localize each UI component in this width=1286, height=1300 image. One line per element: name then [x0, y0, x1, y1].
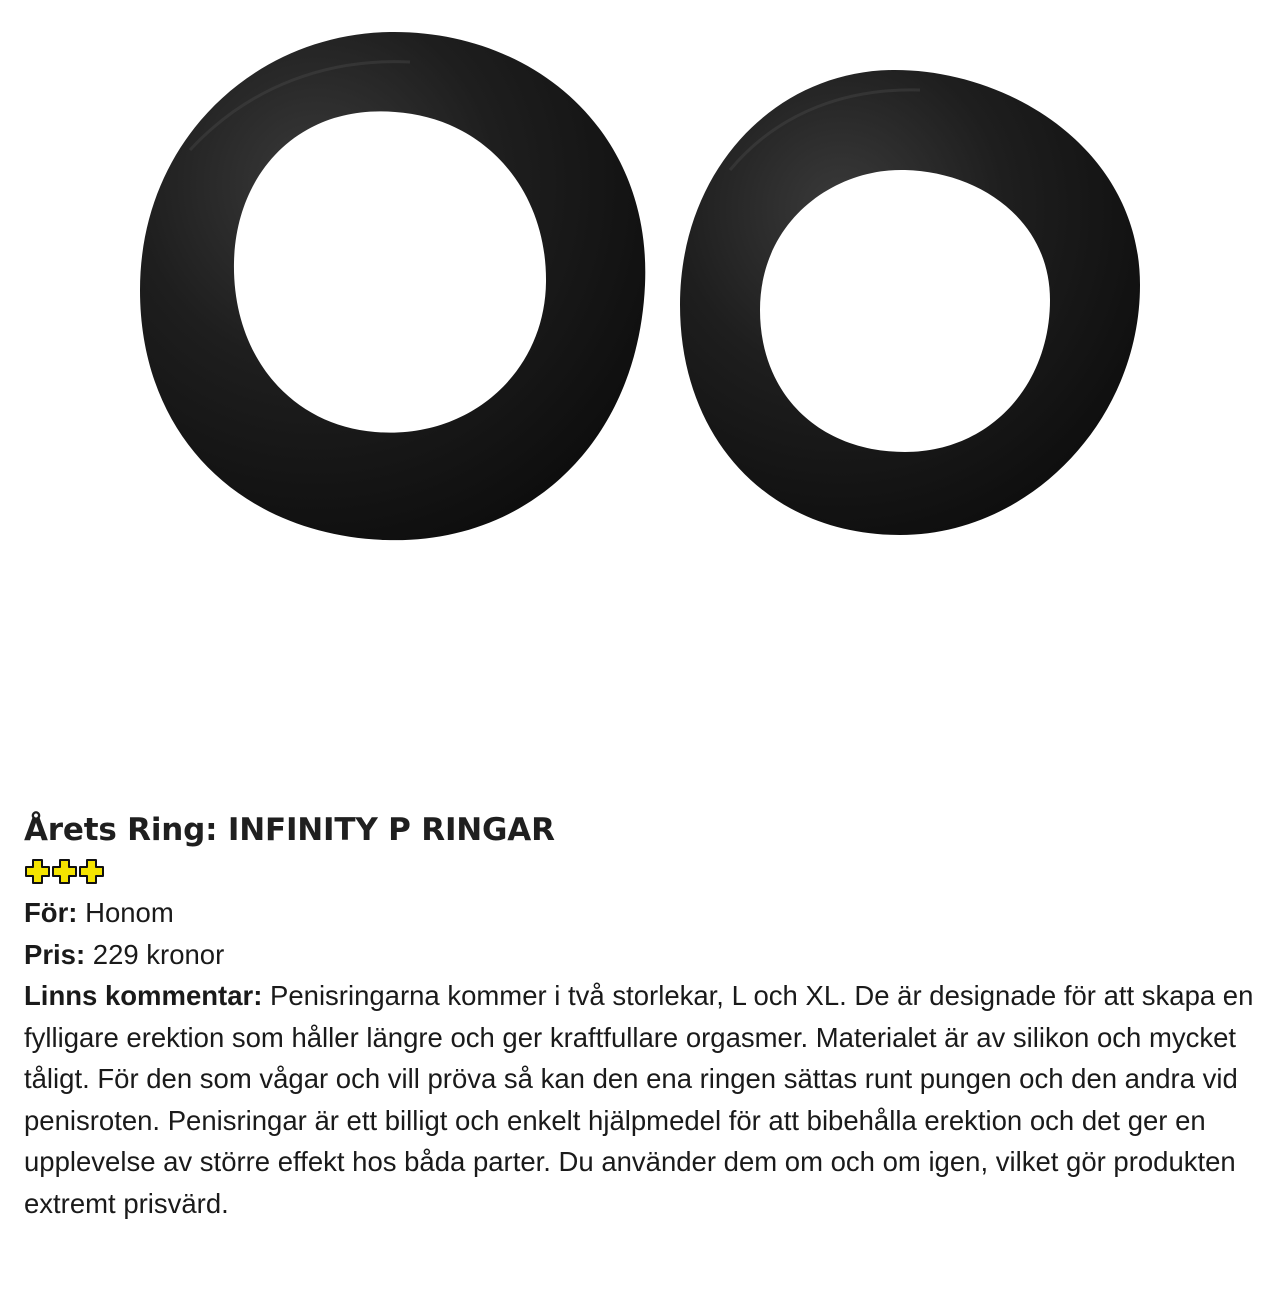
plus-icon — [80, 860, 103, 883]
for-value: Honom — [77, 897, 174, 928]
comment-text: Penisringarna kommer i två storlekar, L och XL. De är designade för att skapa en fylligare erektion som håller längre och ger kraftfullare orgasmer. Materialet är av silikon och mycket tåligt. För den som vågar och vill pröva så kan den ena ringen sättas runt pungen och den andra vid penisroten. Penisringar är ett billigt och enkelt hjälpmedel för att bibehålla erektion och det ger en upplevelse av större effekt hos båda parter. Du använder dem om och om igen, vilket gör produkten extremt prisvärd. — [24, 980, 1254, 1219]
price-label: Pris: — [24, 938, 86, 970]
rating — [24, 852, 1264, 892]
for-label: För: — [24, 897, 78, 928]
price — [24, 934, 1264, 976]
small-ring — [680, 70, 1140, 535]
comment-label: Linns kommentar: — [24, 980, 263, 1011]
price-value: 229 kronor — [85, 938, 225, 970]
product-title: Årets Ring: INFINITY P RINGAR — [24, 812, 555, 848]
target-audience — [24, 892, 1264, 934]
plus-icon — [53, 860, 76, 883]
plus-icon — [26, 860, 49, 883]
product-review — [24, 808, 1264, 1224]
large-ring — [140, 32, 645, 540]
rating-plus-icons — [24, 858, 106, 886]
reviewer-comment — [24, 975, 1264, 1224]
